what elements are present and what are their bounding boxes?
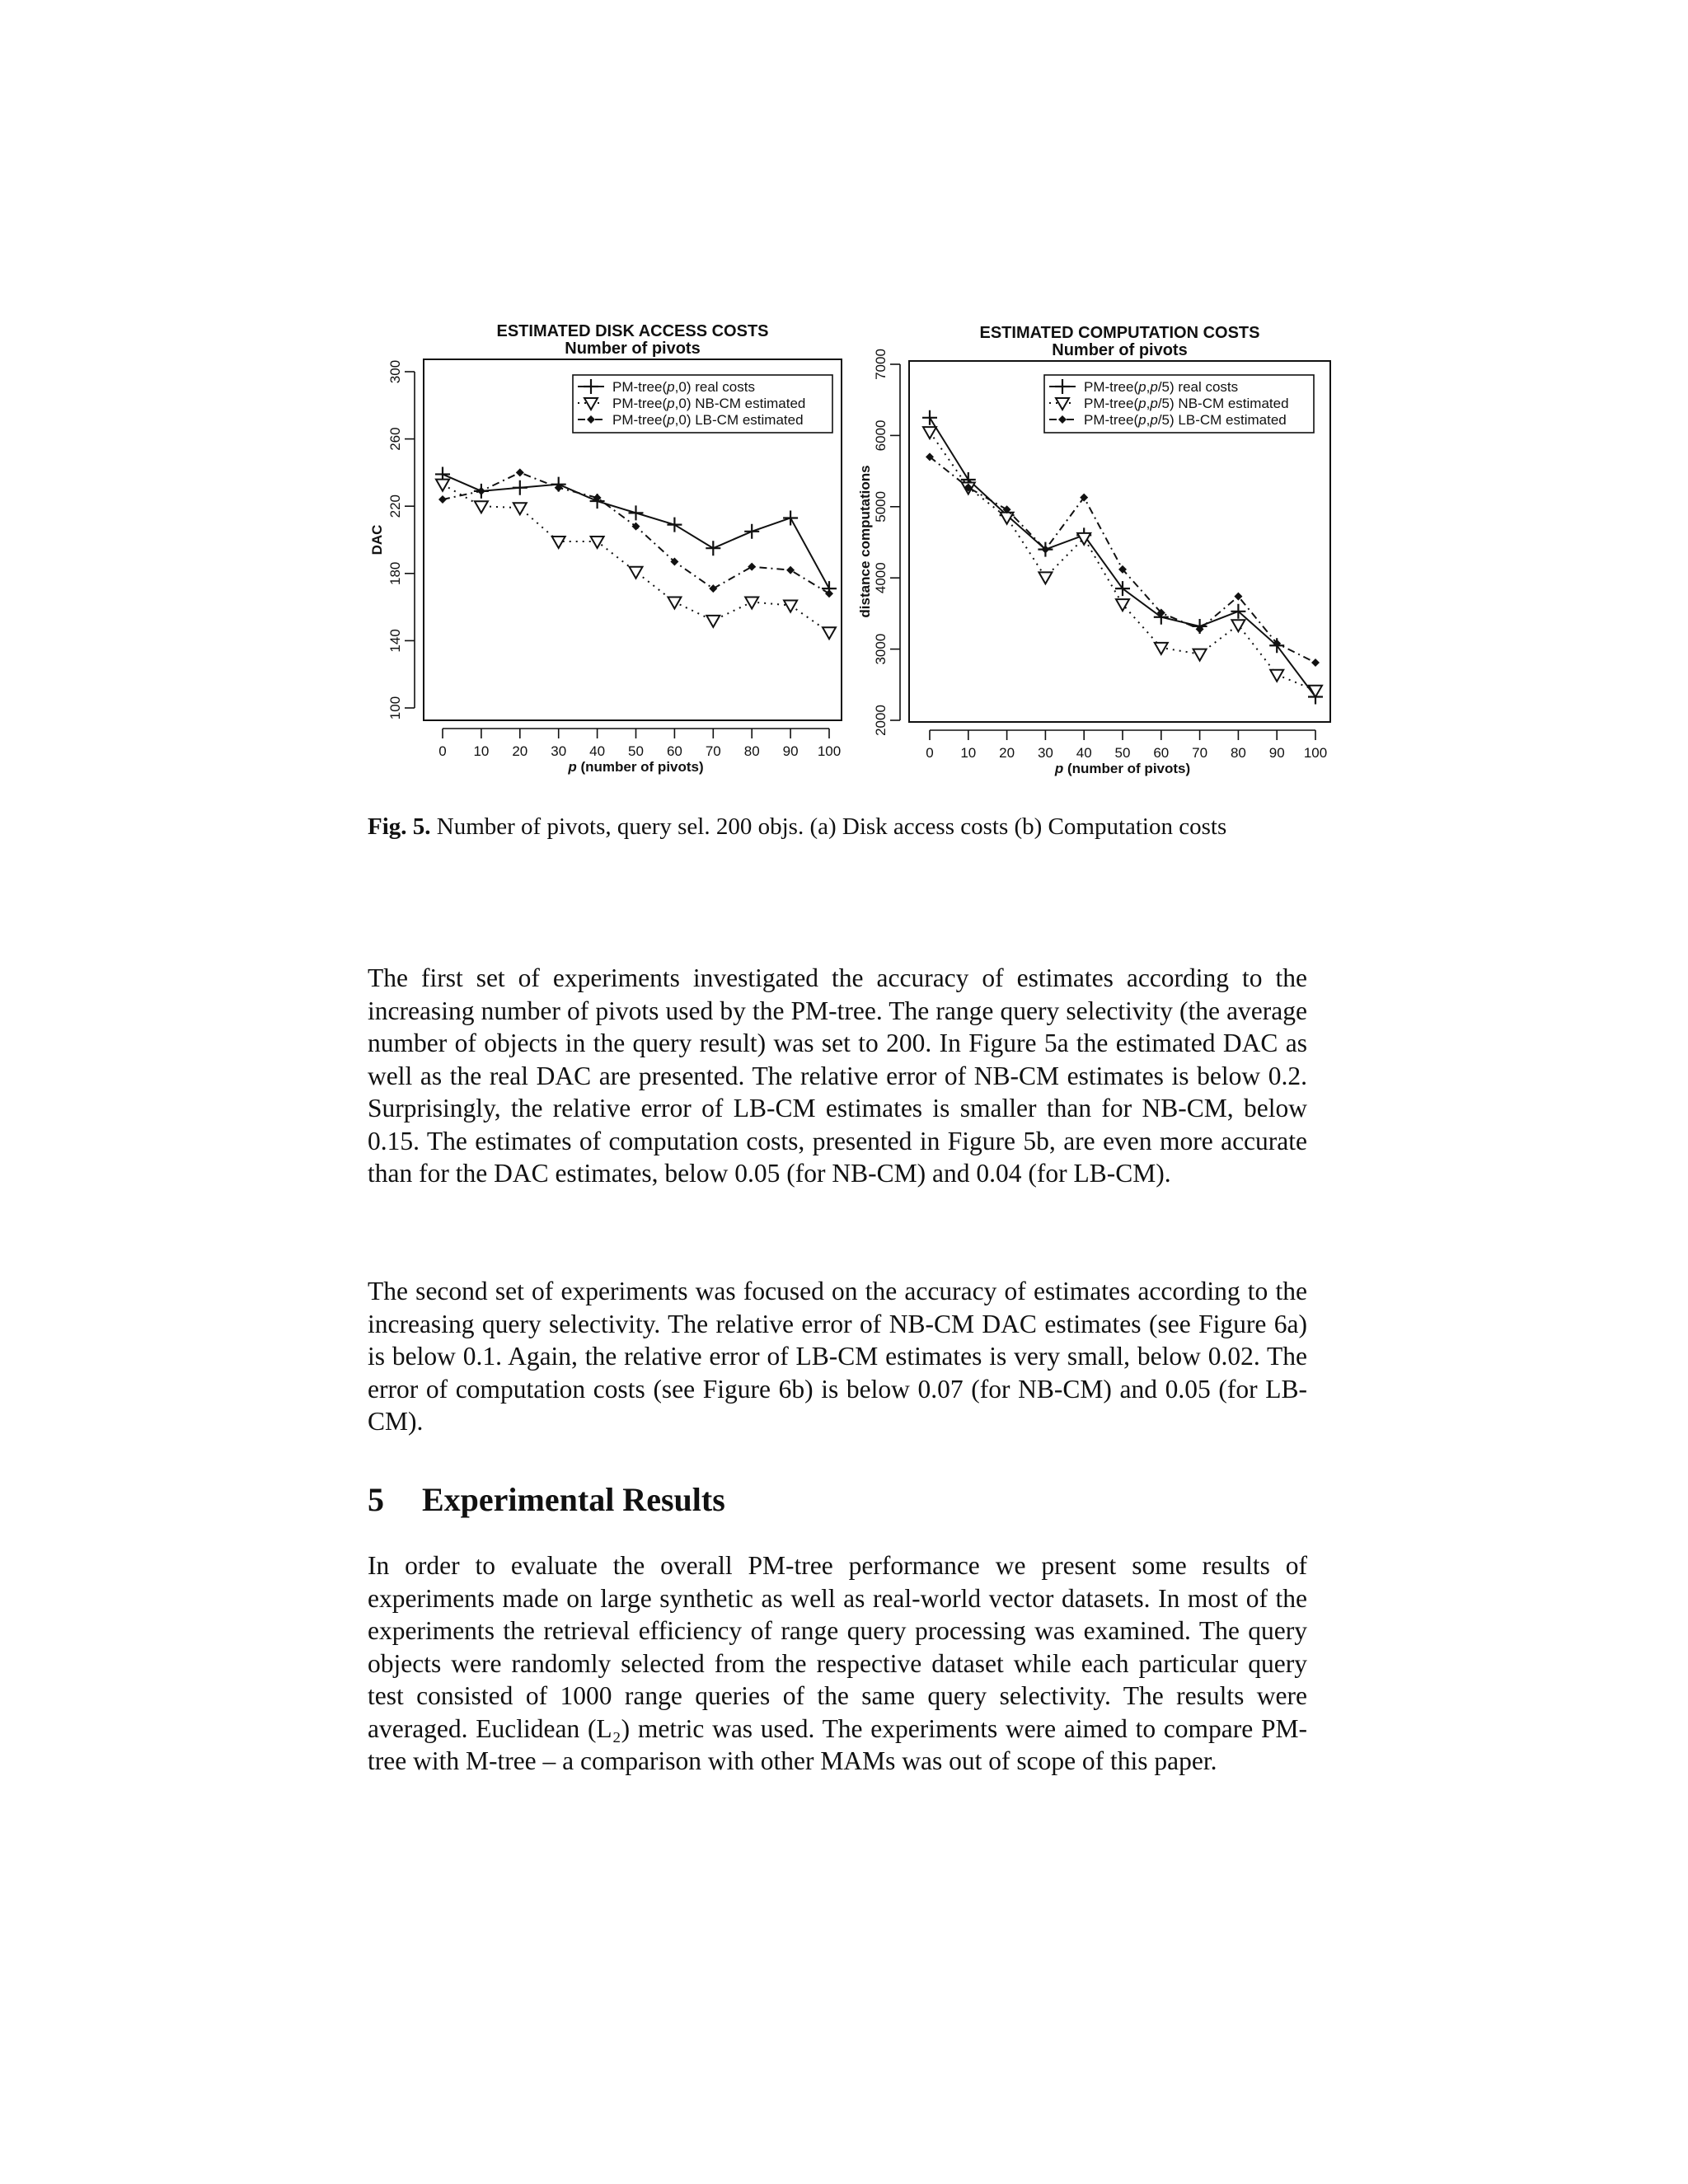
data-point-series-1 [667,518,682,532]
y-axis-label: distance computations [857,465,873,618]
y-tick-label: 7000 [873,349,889,380]
x-tick-label: 0 [926,745,934,761]
x-tick-label: 80 [743,743,760,759]
section-title: Experimental Results [422,1481,725,1518]
figure-caption [368,812,1307,842]
section-heading [368,1480,725,1519]
x-tick-label: 70 [1192,745,1208,761]
x-tick-label: 40 [1076,745,1092,761]
data-point-series-2 [1193,649,1207,661]
data-point-series-3 [825,589,833,598]
legend-label: PM-tree(p,0) NB-CM estimated [612,396,806,411]
chart-computation-costs [857,324,1330,776]
x-tick-label: 90 [782,743,799,759]
paragraph-experimental-results: In order to evaluate the overall PM-tree performance we present some results of experiments made on large synthetic as well as real-world vector datasets. In most of the experiments the retrieval efficiency of range query processing was examined. The query objects were randomly selected from the respective dataset while each particular query test consisted of 1000 range queries of the same query selectivity. The results were averaged. Euclidean (L₂) metric was used. The experiments were aimed to compare PM-tree with M-tree – a comparison with other MAMs was out of scope of this paper. [368,1551,1307,1775]
y-tick-label: 2000 [873,705,889,736]
data-point-series-2 [668,597,681,608]
chart-title: ESTIMATED DISK ACCESS COSTS [496,322,769,340]
x-tick-label: 60 [666,743,682,759]
x-tick-label: 30 [551,743,567,759]
data-point-series-1 [513,480,528,495]
chart-subtitle: Number of pivots [1052,341,1188,359]
series-line-2 [930,432,1315,691]
legend [1044,375,1314,433]
x-tick-label: 100 [1303,745,1328,761]
data-point-series-2 [706,616,720,627]
data-point-series-2 [436,480,449,491]
data-point-series-1 [629,505,644,520]
x-axis-label: p (number of pivots) [1054,761,1191,776]
y-tick-label: 4000 [873,562,889,594]
chart-subtitle: Number of pivots [565,340,701,358]
data-point-series-1 [706,541,720,555]
y-tick-label: 140 [387,629,403,653]
data-point-series-2 [1001,513,1014,524]
data-point-series-2 [1270,670,1283,682]
x-tick-label: 40 [589,743,606,759]
data-point-series-2 [1039,572,1052,583]
paragraph-pivots-experiment: The first set of experiments investigated the accuracy of estimates according to the increasing number of pivots used by the PM-tree. The range query selectivity (the average number of objects in the query result) was set to 200. In Figure 5a the estimated DAC as well as the real DAC are presented. The relative error of NB-CM estimates is below 0.2. Surprisingly, the relative error of LB-CM estimates is smaller than for NB-CM, below 0.15. The estimates of computation costs, presented in Figure 5b, are even more accurate than for the DAC estimates, below 0.05 (for NB-CM) and 0.04 (for LB-CM). [368,963,1307,1188]
data-point-series-3 [748,563,756,571]
x-tick-label: 80 [1230,745,1246,761]
legend-label: PM-tree(p,p/5) NB-CM estimated [1084,396,1289,411]
data-point-series-1 [922,410,937,425]
y-tick-label: 3000 [873,633,889,665]
y-tick-label: 100 [387,696,403,720]
data-point-series-3 [1311,658,1320,667]
y-tick-label: 260 [387,427,403,451]
data-point-series-2 [475,501,488,513]
x-tick-label: 50 [1114,745,1131,761]
y-tick-label: 300 [387,359,403,384]
y-tick-label: 180 [387,561,403,585]
legend-label: PM-tree(p,p/5) real costs [1084,379,1239,395]
x-tick-label: 70 [705,743,721,759]
data-point-series-2 [745,597,758,608]
caption-label: Fig. 5. [368,813,431,840]
y-axis-label: DAC [369,524,385,555]
chart-disk-access-costs [369,322,842,775]
series-line-3 [930,457,1315,663]
x-tick-label: 50 [628,743,644,759]
data-point-series-3 [438,495,447,504]
x-tick-label: 10 [960,745,977,761]
data-point-series-2 [1231,620,1245,631]
legend-label: PM-tree(p,0) LB-CM estimated [612,412,804,428]
x-tick-label: 0 [438,743,447,759]
data-point-series-2 [1116,599,1129,611]
y-tick-label: 6000 [873,419,889,452]
section-number: 5 [368,1481,384,1518]
data-point-series-3 [516,468,524,476]
data-point-series-2 [591,537,604,548]
y-tick-label: 220 [387,494,403,518]
data-point-series-2 [923,427,936,438]
data-point-series-2 [513,503,527,514]
x-tick-label: 100 [817,743,842,759]
figure-5 [0,0,1688,791]
data-point-series-2 [823,627,836,639]
caption-text: Number of pivots, query sel. 200 objs. (a) Disk access costs (b) Computation costs [436,813,1227,840]
x-tick-label: 90 [1268,745,1285,761]
x-axis-label: p (number of pivots) [568,759,704,775]
data-point-series-1 [744,524,759,539]
legend-label: PM-tree(p,0) real costs [612,379,755,395]
x-tick-label: 20 [999,745,1015,761]
x-tick-label: 20 [512,743,528,759]
series-line-1 [930,418,1315,697]
legend [573,375,832,433]
legend-label: PM-tree(p,p/5) LB-CM estimated [1084,412,1287,428]
data-point-series-2 [1155,643,1168,654]
data-point-series-1 [1115,581,1130,596]
y-tick-label: 5000 [873,490,889,523]
chart-title: ESTIMATED COMPUTATION COSTS [979,324,1260,342]
data-point-series-1 [783,510,798,525]
data-point-series-2 [784,601,797,612]
x-tick-label: 10 [473,743,490,759]
data-point-series-2 [630,567,643,579]
paragraph-selectivity-experiment: The second set of experiments was focused on the accuracy of estimates according to the increasing query selectivity. The relative error of NB-CM DAC estimates (see Figure 6a) is below 0.1. Again, the relative error of LB-CM estimates is very small, below 0.02. The error of computation costs (see Figure 6b) is below 0.07 (for NB-CM) and 0.05 (for LB-CM). [368,1277,1307,1436]
data-point-series-3 [477,487,485,495]
data-point-series-3 [786,566,795,574]
x-tick-label: 60 [1153,745,1170,761]
x-tick-label: 30 [1037,745,1053,761]
